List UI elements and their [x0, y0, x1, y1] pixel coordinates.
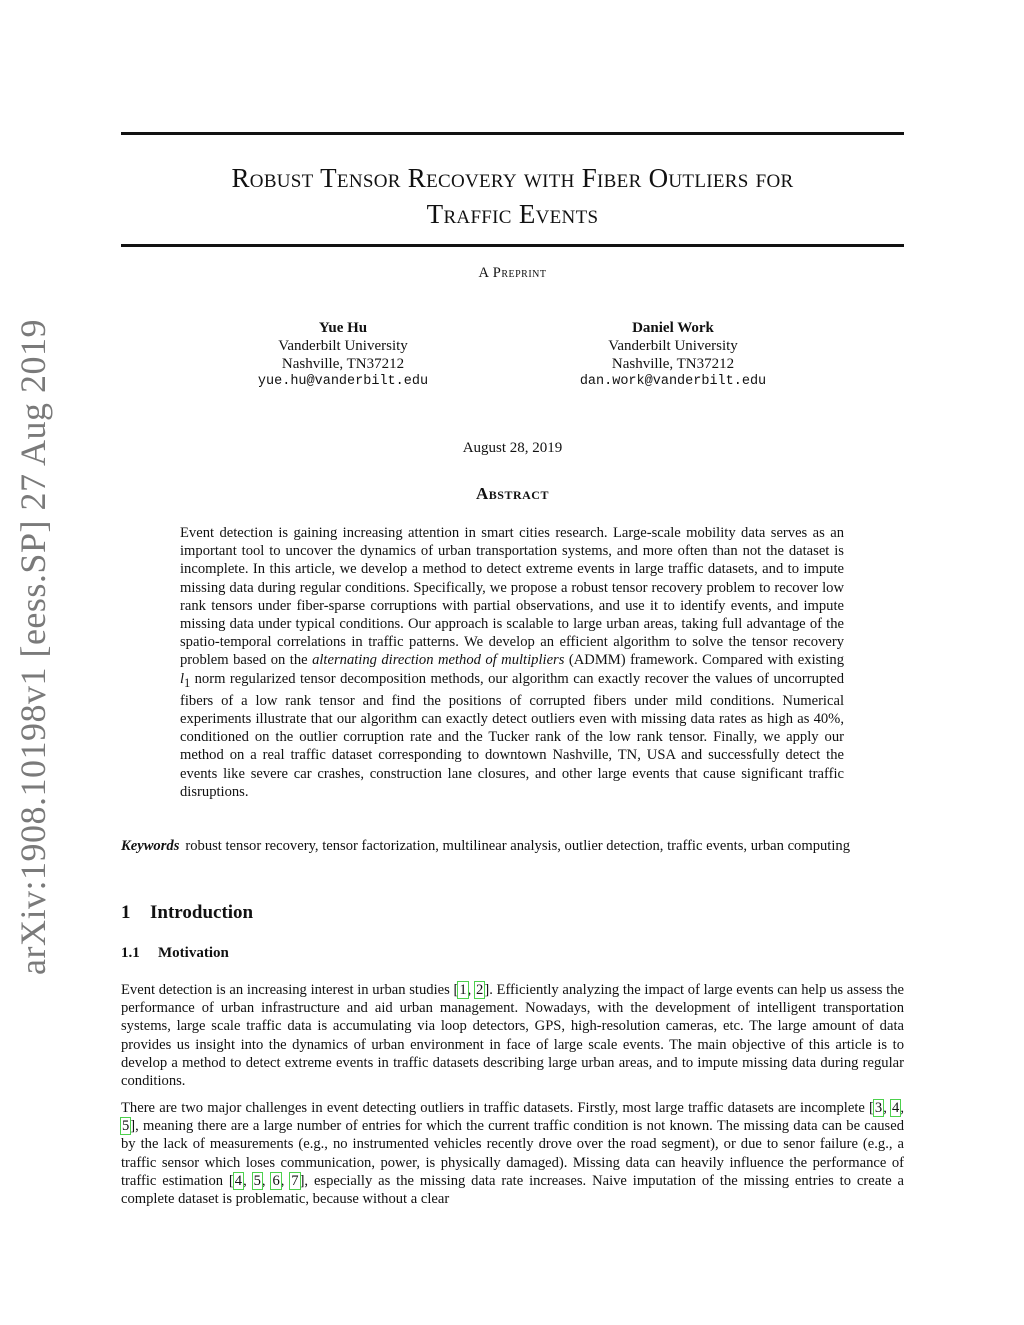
paragraph-text: ]. Efficiently analyzing the impact of large events can help us assess the performance of urban infrastructure and aid urban management. Nowadays, with the development of intelligent transportation systems, large scale traffic data is accumulating via loop detectors, GPS, high-resolution cameras, etc. The large amount of data provides us insight into the dynamics of urban environment in face of large scale events. The main objective of this article is to develop a method to detect extreme events in traffic datasets describing large urban areas, and to impute missing data during regular conditions.	[121, 982, 904, 1090]
author-block-1	[213, 319, 473, 391]
paragraph-text: ], meaning there are a large number of entries for which the current traffic condition is not known. The missing data can be caused by the lack of measurements (e.g., no instrumented vehicles recently drove over the road segment), or due to senor failure (e.g., a traffic sensor which loses communication, power, is physically damaged). Missing data can heavily influence the performance of traffic estimation [	[121, 1118, 904, 1189]
citation-separator: ,	[261, 1172, 272, 1189]
citation-separator: ,	[900, 1100, 904, 1116]
section-number: 1	[121, 902, 131, 923]
abstract-italic-term: alternating direction method of multipliers	[312, 652, 565, 669]
subsection-title: Motivation	[158, 945, 229, 961]
paragraph-2	[121, 1099, 904, 1208]
citation-separator: ,	[883, 1100, 892, 1116]
citation-link[interactable]: 2	[476, 982, 484, 998]
citation-link[interactable]: 4	[892, 1100, 900, 1116]
arxiv-identifier-stamp: arXiv:1908.10198v1 [eess.SP] 27 Aug 2019	[13, 319, 53, 975]
author-email[interactable]: dan.work@vanderbilt.edu	[579, 374, 767, 389]
keywords-text: robust tensor recovery, tensor factorization, multilinear analysis, outlier detection, traffic events, urban computing	[185, 838, 850, 854]
preprint-label: A Preprint	[478, 265, 547, 281]
norm-symbol: l	[180, 670, 185, 687]
title-line-2: Traffic Events	[426, 199, 599, 229]
abstract-text-1: Event detection is gaining increasing attention in smart cities research. Large-scale mobility data serves as an important tool to uncover the dynamics of urban transportation systems, and more often than not the dataset is incomplete. In this article, we develop a method to detect extreme events in large traffic datasets, and to impute missing data during regular conditions. Specifically, we propose a robust tensor recovery problem to recover low rank tensors under fiber-sparse corruptions with partial observations, and use it to identify events, and impute missing data under typical conditions. Our approach is scalable to large urban areas, taking full advantage of the spatio-temporal correlations in traffic patterns. We develop an efficient algorithm to solve the tensor recovery problem based on the	[180, 525, 844, 669]
author-name: Yue Hu	[318, 320, 368, 336]
section-heading	[121, 902, 253, 924]
author-affiliation: Vanderbilt University	[608, 338, 738, 354]
paragraph-text: ], especially as the missing data rate increases. Naive imputation of the missing entries to create a complete dataset is problematic, because without a clear	[121, 1172, 905, 1208]
keywords-label: Keywords	[121, 838, 180, 854]
citation-link[interactable]: 4	[234, 1172, 243, 1189]
author-location: Nashville, TN37212	[281, 356, 405, 372]
author-affiliation: Vanderbilt University	[278, 338, 408, 354]
title-top-rule	[121, 132, 904, 135]
publication-date: August 28, 2019	[462, 440, 563, 456]
paragraph-text: There are two major challenges in event detecting outliers in traffic datasets. Firstly, most large traffic datasets are incomplete [	[121, 1100, 874, 1116]
keywords	[121, 837, 904, 855]
title-bottom-rule	[121, 244, 904, 247]
citation-separator: ,	[467, 982, 476, 998]
paragraph-1	[121, 981, 904, 1090]
citation-link[interactable]: 5	[253, 1172, 261, 1189]
abstract-heading: Abstract	[476, 484, 549, 503]
author-block-2	[543, 319, 803, 391]
citation-link[interactable]: 6	[272, 1172, 280, 1189]
citation-link[interactable]: 5	[122, 1118, 130, 1135]
author-name: Daniel Work	[632, 320, 714, 336]
abstract-text-2: (ADMM) framework. Compared with existing	[568, 652, 845, 669]
subsection-heading	[121, 945, 229, 962]
citation-link[interactable]: 3	[874, 1100, 883, 1116]
norm-subscript: 1	[184, 675, 191, 690]
citation-link[interactable]: 1	[459, 982, 467, 998]
paper-title	[121, 160, 904, 232]
subsection-number: 1.1	[121, 945, 140, 961]
paragraph-text: Event detection is an increasing interest in urban studies [	[121, 982, 459, 998]
abstract-text-3: norm regularized tensor decomposition methods, our algorithm can exactly recover the values of uncorrupted fibers of a low rank tensor and find the positions of corrupted fibers under mild conditions. Numerical experiments illustrate that our algorithm can exactly detect outliers even with missing data rates as high as 40%, conditioned on the outlier corruption rate and the Tucker rank of the low rank tensor. Finally, we apply our method on a real traffic dataset corresponding to downtown Nashville, TN, USA and successfully detect the events like severe car crashes, construction lane closures, and other large events that cause significant traffic disruptions.	[180, 670, 845, 800]
citation-separator: ,	[280, 1172, 291, 1189]
author-email[interactable]: yue.hu@vanderbilt.edu	[257, 374, 429, 389]
abstract-body	[180, 524, 844, 801]
section-title: Introduction	[150, 902, 254, 923]
citation-link[interactable]: 7	[291, 1172, 299, 1189]
citation-separator: ,	[243, 1172, 253, 1189]
author-location: Nashville, TN37212	[611, 356, 735, 372]
title-line-1: Robust Tensor Recovery with Fiber Outliers for	[231, 163, 794, 193]
